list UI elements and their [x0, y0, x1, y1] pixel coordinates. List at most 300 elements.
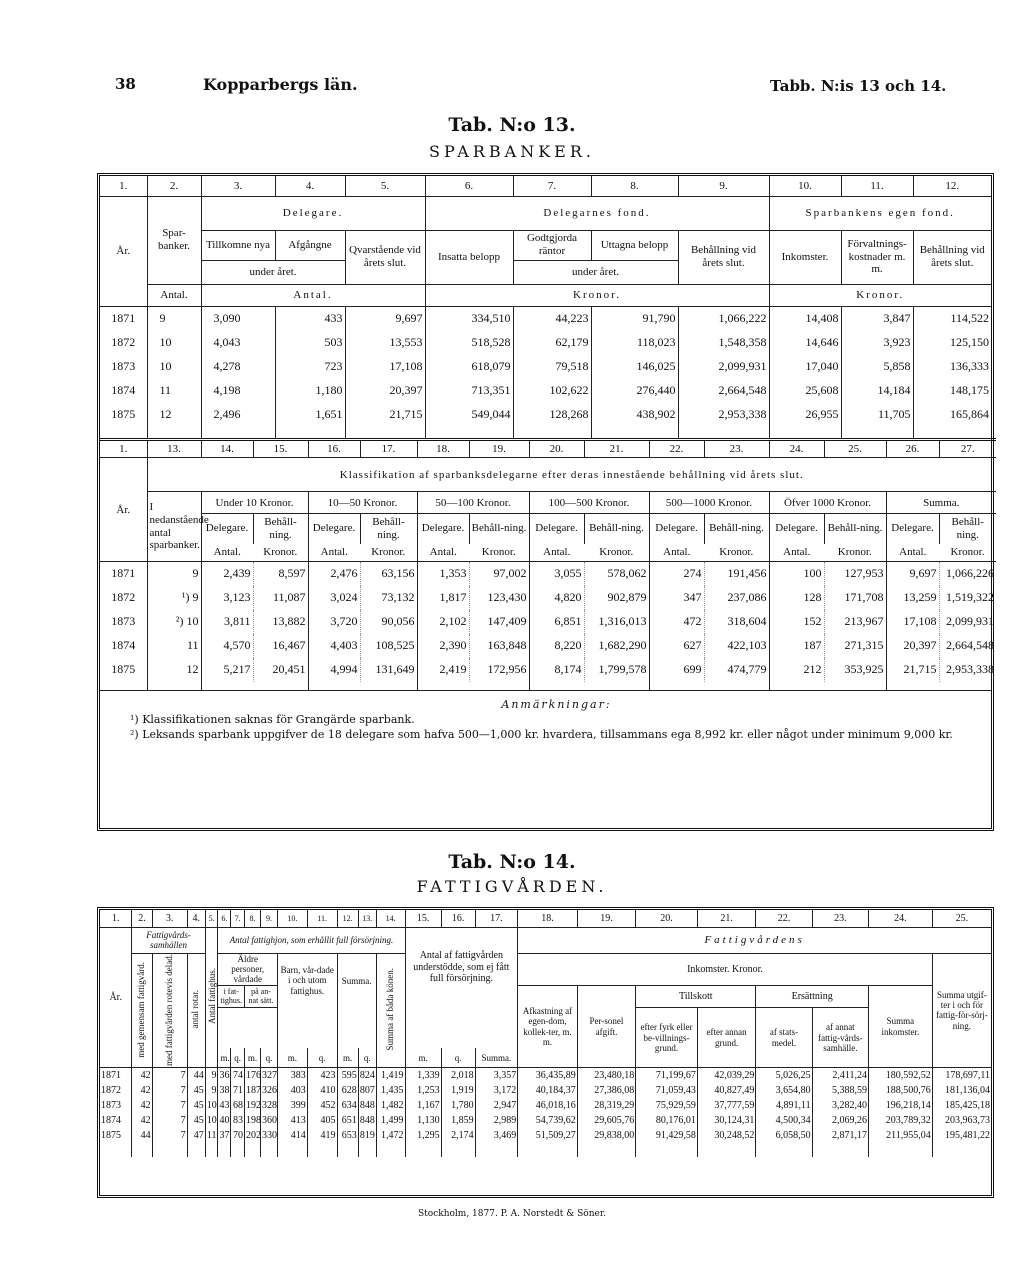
colnum: 1. — [100, 176, 147, 196]
under-aret-label-2: under året. — [513, 260, 678, 284]
rotar-header: antal rotar. — [187, 953, 205, 1068]
antal-unit: Antal. — [649, 544, 704, 562]
table-cell: 1,682,290 — [584, 634, 649, 658]
antal-unit: Antal. — [769, 544, 824, 562]
year-cell: 1872 — [100, 330, 147, 354]
table-cell: 40,827,49 — [697, 1083, 755, 1098]
table-cell: 63,156 — [360, 562, 417, 586]
table-cell: 653 — [337, 1128, 358, 1143]
table-cell: 1,472 — [376, 1128, 405, 1143]
table-cell: 90,056 — [360, 610, 417, 634]
table-cell: 549,044 — [425, 402, 513, 426]
table-cell: 5,858 — [841, 354, 913, 378]
table-cell: 118,023 — [591, 330, 678, 354]
table-cell: 9 — [147, 306, 201, 330]
colnum: 2. — [132, 910, 152, 927]
colnum: 4. — [187, 910, 205, 927]
table-cell: 4,500,34 — [756, 1113, 812, 1128]
table-cell: 1,435 — [376, 1083, 405, 1098]
summa-subheader: Summa. — [475, 1048, 518, 1068]
table-cell: 128 — [769, 586, 824, 610]
table-cell: 1,919 — [441, 1083, 475, 1098]
colnum: 9. — [678, 176, 769, 196]
table-cell: 36,435,89 — [518, 1068, 578, 1083]
table-cell: 4,278 — [201, 354, 275, 378]
behallning-subheader: Behåll-ning. — [939, 514, 996, 544]
table-cell: 127,953 — [824, 562, 886, 586]
fattighus-header: Antal fattighus. — [205, 927, 218, 1068]
table-cell: 11 — [147, 634, 201, 658]
table-cell: 274 — [649, 562, 704, 586]
table-cell: 3,654,80 — [756, 1083, 812, 1098]
colnum: 23. — [812, 910, 868, 927]
table-cell: 17,108 — [345, 354, 425, 378]
tillskott-header: Tillskott — [636, 985, 756, 1007]
delegare-subheader: Delegare. — [891, 522, 934, 535]
table-cell: 1,339 — [405, 1068, 441, 1083]
female-subheader: q. — [231, 1048, 245, 1068]
table-cell: 152 — [769, 610, 824, 634]
table-cell: 651 — [337, 1113, 358, 1128]
annat-samhalle-header: af annat fattig-vårds-samhälle. — [812, 1008, 868, 1068]
table-cell: 14,408 — [769, 306, 841, 330]
table-cell: 848 — [359, 1099, 375, 1111]
range-group-header: 500—1000 Kronor. — [649, 492, 769, 514]
annan-header: efter annan grund. — [697, 1008, 755, 1068]
table-cell: 68 — [231, 1098, 245, 1113]
colnum: 16. — [308, 440, 360, 458]
barn-header: Barn, vår-dade i och utom fattighus. — [277, 953, 337, 1008]
table-cell: 3,357 — [475, 1068, 518, 1083]
table-cell: 47 — [187, 1128, 205, 1143]
kronor-label-2: Kronor. — [769, 284, 991, 306]
i-fattighus-header: i fat-tighus. — [218, 985, 245, 1007]
table-cell: 21,715 — [886, 658, 939, 682]
table-cell: 192 — [246, 1099, 262, 1111]
table-cell: 422,103 — [704, 634, 769, 658]
table-row — [100, 634, 996, 658]
table-cell: 2,174 — [441, 1128, 475, 1143]
fattigvardens-header: Fattigvårdens — [518, 927, 991, 953]
colnum: 22. — [756, 910, 812, 927]
table-cell: 195,481,22 — [945, 1129, 990, 1141]
table-cell: 699 — [649, 658, 704, 682]
table-cell: 44,223 — [513, 306, 591, 330]
table-cell: 383 — [277, 1068, 307, 1083]
table-cell: 1,167 — [405, 1098, 441, 1113]
year-cell: 1871 — [100, 562, 147, 586]
table-cell: 128,268 — [513, 402, 591, 426]
table-cell: 42 — [132, 1068, 152, 1083]
colnum: 1. — [100, 910, 132, 927]
kronor-unit: Kronor. — [253, 544, 308, 562]
table-cell: 11,705 — [841, 402, 913, 426]
behallning-subheader: Behåll-ning. — [253, 514, 308, 544]
female-subheader: q. — [307, 1048, 337, 1068]
table-row — [100, 306, 991, 330]
table-cell: 628 — [337, 1083, 358, 1098]
fattighjon-header: Antal fattighjon, som erhållit full försörjning. — [218, 927, 405, 953]
table-cell: 3,172 — [475, 1083, 518, 1098]
table-cell: 71,059,43 — [636, 1083, 698, 1098]
table-cell: 16,467 — [253, 634, 308, 658]
delegare-subheader: Delegare. — [775, 522, 818, 535]
table-cell: 2,099,931 — [946, 614, 994, 628]
pa-annat-header: på an-nat sätt. — [245, 985, 278, 1007]
colnum: 5. — [345, 176, 425, 196]
table-cell: 102,622 — [513, 378, 591, 402]
ersattning-header: Ersättning — [756, 985, 869, 1007]
kronor-unit: Kronor. — [939, 544, 996, 562]
table-cell: 472 — [649, 610, 704, 634]
table-cell: 7 — [152, 1083, 187, 1098]
table-cell: 1,482 — [376, 1098, 405, 1113]
colnum: 20. — [529, 440, 584, 458]
table-cell: 42 — [132, 1083, 152, 1098]
colnum: 7. — [231, 910, 245, 927]
table-cell: 1,859 — [441, 1113, 475, 1128]
table-cell: 191,456 — [704, 562, 769, 586]
table-cell: 1,651 — [275, 402, 345, 426]
table-cell: 27,386,08 — [577, 1083, 635, 1098]
year-cell: 1875 — [100, 1128, 132, 1143]
table-cell: 29,838,00 — [577, 1128, 635, 1143]
table-cell: ²) 10 — [147, 610, 201, 634]
note-1: ¹) Klassifikationen saknas för Grangärde sparbank. — [130, 712, 415, 726]
table-cell: 28,319,29 — [577, 1098, 635, 1113]
male-subheader: m. — [337, 1048, 358, 1068]
table-cell: 1,780 — [441, 1098, 475, 1113]
table-cell: 414 — [277, 1128, 307, 1143]
table-row — [100, 610, 996, 634]
table-cell: 54,739,62 — [518, 1113, 578, 1128]
colnum: 3. — [152, 910, 187, 927]
table-cell: 42,039,29 — [697, 1068, 755, 1083]
colnum: 21. — [584, 440, 649, 458]
table-cell: 181,136,04 — [945, 1084, 990, 1096]
range-group-header: Summa. — [886, 492, 996, 514]
forvaltnings-header: Förvaltnings-kostnader m. m. — [841, 230, 913, 284]
tillkomne-header: Tillkomne nya — [201, 230, 275, 260]
table-cell: 4,891,11 — [756, 1098, 812, 1113]
colnum: 25. — [824, 440, 886, 458]
tab13-frame — [97, 173, 994, 831]
summa-utgifter-header: Summa utgif-ter i och för fattig-för-sörj-ning. — [932, 953, 991, 1068]
range-group-header: 50—100 Kronor. — [417, 492, 529, 514]
table-cell: 423 — [307, 1068, 337, 1083]
year-cell: 1873 — [100, 610, 147, 634]
table-cell: 1,066,222 — [678, 306, 769, 330]
delegare-subheader: Delegare. — [535, 522, 578, 535]
colnum: 18. — [417, 440, 469, 458]
tab13-subtitle: SPARBANKER. — [429, 142, 595, 161]
table-cell: 10 — [147, 354, 201, 378]
table-cell: 187 — [246, 1084, 262, 1096]
behallning-header: Behållning vid årets slut. — [678, 230, 769, 284]
range-group-header: 100—500 Kronor. — [529, 492, 649, 514]
table-cell: 51,509,27 — [518, 1128, 578, 1143]
table-cell: 2,989 — [475, 1113, 518, 1128]
table-cell: 178,697,11 — [932, 1068, 991, 1083]
table-cell: 13,882 — [253, 610, 308, 634]
table-cell: 5,388,59 — [812, 1083, 868, 1098]
table-cell: 2,947 — [475, 1098, 518, 1113]
colnum: 17. — [360, 440, 417, 458]
colnum: 9. — [260, 910, 277, 927]
colnum: 17. — [475, 910, 518, 927]
table-cell: 11 — [206, 1129, 217, 1141]
table-cell: 44 — [187, 1068, 205, 1083]
table-cell: 23,480,18 — [577, 1068, 635, 1083]
behallning-subheader: Behåll-ning. — [469, 514, 529, 544]
year-cell: 1871 — [100, 306, 147, 330]
table-cell: 185,425,18 — [945, 1099, 990, 1111]
table-cell: 212 — [769, 658, 824, 682]
egen-fond-header: Sparbankens egen fond. — [769, 196, 991, 230]
table-cell: 79,518 — [513, 354, 591, 378]
table-cell: 5,217 — [201, 658, 253, 682]
table-cell: 1,295 — [405, 1128, 441, 1143]
table-cell: 1,817 — [417, 586, 469, 610]
year-cell: 1874 — [100, 1113, 132, 1128]
table-cell: 503 — [275, 330, 345, 354]
table-cell: 125,150 — [950, 334, 989, 349]
male-subheader: m. — [405, 1048, 441, 1068]
table-cell: 1,548,358 — [678, 330, 769, 354]
region-title: Kopparbergs län. — [203, 75, 358, 94]
personel-header: Per-sonel afgift. — [577, 985, 635, 1068]
table-cell: 713,351 — [425, 378, 513, 402]
table-cell: 8,597 — [253, 562, 308, 586]
table-cell: 9 — [205, 1083, 218, 1098]
table-cell: 136,333 — [950, 358, 989, 373]
table-cell: 618,079 — [425, 354, 513, 378]
range-group-header: Öfver 1000 Kronor. — [769, 492, 886, 514]
table-row — [100, 1083, 991, 1098]
table-cell: 213,967 — [824, 610, 886, 634]
year-cell: 1874 — [100, 378, 147, 402]
table-cell: 20,397 — [345, 378, 425, 402]
range-group-header: 10—50 Kronor. — [308, 492, 417, 514]
table-cell: 334,510 — [425, 306, 513, 330]
tab13-notes — [100, 690, 991, 742]
colnum: 12. — [337, 910, 358, 927]
delegare-subheader: Delegare. — [312, 522, 356, 535]
tab13-upper-table — [100, 176, 991, 438]
table-cell: 327 — [260, 1068, 277, 1083]
table-cell: 2,953,338 — [678, 402, 769, 426]
table-cell: 403 — [277, 1083, 307, 1098]
colnum: 6. — [425, 176, 513, 196]
sparbanker-header: Spar-banker. — [147, 196, 201, 284]
tab14-frame — [97, 907, 994, 1198]
table-cell: 71 — [231, 1083, 245, 1098]
table-cell: 46,018,16 — [518, 1098, 578, 1113]
behallning-subheader: Behåll-ning. — [360, 514, 417, 544]
table-cell: 7 — [152, 1113, 187, 1128]
table-cell: 10 — [206, 1099, 217, 1111]
antal-unit: Antal. — [529, 544, 584, 562]
under-aret-label: under året. — [201, 260, 345, 284]
antal-unit: Antal. — [308, 544, 360, 562]
year-cell: 1874 — [100, 634, 147, 658]
table-cell: 419 — [307, 1128, 337, 1143]
table-cell: 4,994 — [308, 658, 360, 682]
year-cell: 1875 — [100, 658, 147, 682]
table-row — [100, 1128, 991, 1143]
table-cell: 12 — [147, 402, 201, 426]
kronor-unit: Kronor. — [704, 544, 769, 562]
table-cell: 70 — [231, 1128, 245, 1143]
table-cell: 3,055 — [529, 562, 584, 586]
colnum: 8. — [245, 910, 261, 927]
colnum: 25. — [932, 910, 991, 927]
table-cell: 37 — [219, 1129, 230, 1141]
table-cell: 2,018 — [441, 1068, 475, 1083]
table-cell: 146,025 — [591, 354, 678, 378]
table-cell: 91,429,58 — [636, 1128, 698, 1143]
colnum: 13. — [147, 440, 201, 458]
table-cell: 8,174 — [529, 658, 584, 682]
page-number: 38 — [115, 75, 136, 93]
table-cell: 30,248,52 — [697, 1128, 755, 1143]
table-cell: 3,923 — [841, 330, 913, 354]
table-cell: 73,132 — [360, 586, 417, 610]
table-cell: 148,175 — [950, 382, 989, 397]
table-cell: 13,259 — [886, 586, 939, 610]
year-cell: 1875 — [100, 402, 147, 426]
table-cell: 237,086 — [704, 586, 769, 610]
table-cell: 3,811 — [201, 610, 253, 634]
colnum: 10. — [769, 176, 841, 196]
table-cell: 2,099,931 — [678, 354, 769, 378]
colnum: 11. — [307, 910, 337, 927]
table-cell: 399 — [277, 1098, 307, 1113]
delegare-group-header: Delegare. — [201, 196, 425, 230]
table-cell: 9 — [147, 562, 201, 586]
colnum: 5. — [205, 910, 218, 927]
table-cell: 40 — [219, 1114, 230, 1126]
table-cell: 3,024 — [308, 586, 360, 610]
table-cell: 518,528 — [425, 330, 513, 354]
tab13-lower-table — [100, 438, 996, 690]
table-cell: 1,419 — [376, 1068, 405, 1083]
table-cell: 17,108 — [886, 610, 939, 634]
table-cell: 114,522 — [950, 310, 989, 325]
table-cell: 187 — [769, 634, 824, 658]
tab14-title: Tab. N:o 14. — [448, 851, 576, 873]
table-cell: 42 — [132, 1113, 152, 1128]
table-cell: 2,476 — [308, 562, 360, 586]
colnum: 15. — [253, 440, 308, 458]
table-cell: 45 — [187, 1113, 205, 1128]
antal-label-2: Antal. — [201, 284, 425, 306]
table-cell: 3,847 — [841, 306, 913, 330]
table-cell: 1,799,578 — [584, 658, 649, 682]
understodde-header: Antal af fattigvården understödde, som ej fått full försörjning. — [405, 927, 518, 1008]
table-cell: 2,390 — [417, 634, 469, 658]
table-cell: 2,871,17 — [812, 1128, 868, 1143]
range-group-header: Under 10 Kronor. — [201, 492, 308, 514]
table-cell: 1,130 — [405, 1113, 441, 1128]
table-row — [100, 1068, 991, 1083]
colnum: 21. — [697, 910, 755, 927]
colnum: 8. — [591, 176, 678, 196]
behallning-subheader: Behåll-ning. — [704, 514, 769, 544]
footer-imprint: Stockholm, 1877. P. A. Norstedt & Söner. — [418, 1209, 606, 1219]
nedan-header: I nedanstående antal sparbanker. — [147, 492, 201, 562]
table-row — [100, 562, 996, 586]
colnum: 13. — [358, 910, 376, 927]
table-cell: 9 — [205, 1068, 218, 1083]
table-cell: 807 — [359, 1084, 375, 1096]
table-cell: 4,403 — [308, 634, 360, 658]
table-cell: ¹) 9 — [147, 586, 201, 610]
table-cell: 4,043 — [201, 330, 275, 354]
table-cell: 42 — [132, 1098, 152, 1113]
table-cell: 578,062 — [584, 562, 649, 586]
colnum: 14. — [376, 910, 405, 927]
table-cell: 9,697 — [886, 562, 939, 586]
antal-unit: Antal. — [417, 544, 469, 562]
table-cell: 171,708 — [824, 586, 886, 610]
table-row — [100, 330, 991, 354]
behallning2-header: Behållning vid årets slut. — [919, 244, 985, 269]
female-subheader: q. — [358, 1048, 376, 1068]
table-cell: 163,848 — [469, 634, 529, 658]
antal-unit: Antal. — [201, 544, 253, 562]
table-cell: 3,720 — [308, 610, 360, 634]
table-cell: 326 — [261, 1084, 277, 1096]
colnum: 4. — [275, 176, 345, 196]
year-cell: 1873 — [100, 1098, 132, 1113]
kronor-unit: Kronor. — [469, 544, 529, 562]
table-cell: 405 — [307, 1113, 337, 1128]
table-cell: 330 — [261, 1129, 277, 1141]
antal-label: Antal. — [147, 284, 201, 306]
table-cell: 4,570 — [201, 634, 253, 658]
table-cell: 108,525 — [360, 634, 417, 658]
table-cell: 14,646 — [769, 330, 841, 354]
table-cell: 44 — [132, 1128, 152, 1143]
table-cell: 1,316,013 — [584, 610, 649, 634]
colnum: 2. — [147, 176, 201, 196]
klassifikation-header: Klassifikation af sparbanksdelegarne efter deras innestående behållning vid årets slut. — [339, 468, 804, 481]
table-cell: 29,605,76 — [577, 1113, 635, 1128]
table-cell: 3,123 — [201, 586, 253, 610]
table-cell: 1,499 — [376, 1113, 405, 1128]
colnum: 16. — [441, 910, 475, 927]
year-cell: 1872 — [100, 1083, 132, 1098]
table-cell: 433 — [275, 306, 345, 330]
table-cell: 410 — [307, 1083, 337, 1098]
table-cell: 10 — [206, 1114, 217, 1126]
table-cell: 176 — [245, 1068, 261, 1083]
gemensam-header: med gemensam fattigvård. — [132, 953, 152, 1068]
year-header-2: År. — [100, 458, 147, 562]
male-subheader: m. — [277, 1048, 307, 1068]
table-row — [100, 378, 991, 402]
table-cell: 8,220 — [529, 634, 584, 658]
colnum: 24. — [869, 910, 933, 927]
table-cell: 2,496 — [201, 402, 275, 426]
table-cell: 211,955,04 — [869, 1128, 933, 1143]
table-cell: 6,058,50 — [756, 1128, 812, 1143]
table-row — [100, 1098, 991, 1113]
table-cell: 43 — [219, 1099, 230, 1111]
table-cell: 80,176,01 — [636, 1113, 698, 1128]
colnum: 14. — [201, 440, 253, 458]
